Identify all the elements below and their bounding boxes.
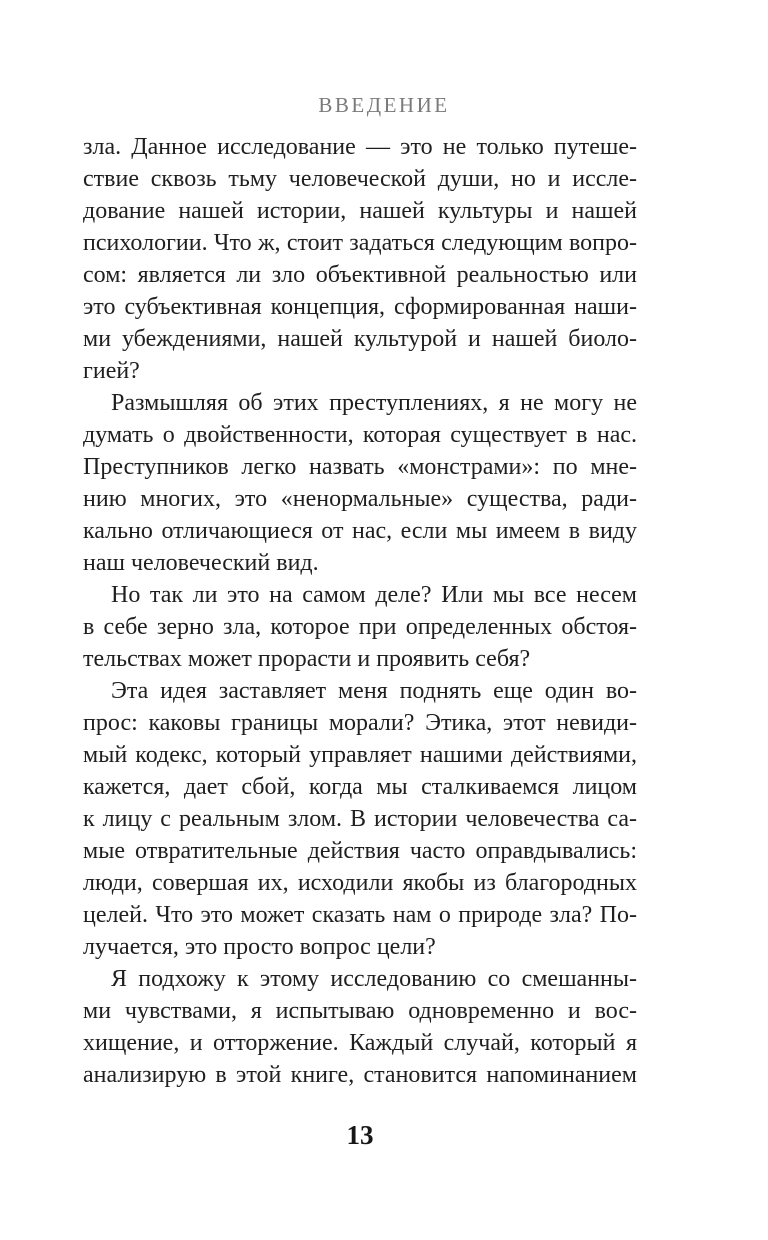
text-line: ми чувствами, я испытываю одновременно и вос-: [83, 998, 637, 1024]
text-line: хищение, и отторжение. Каждый случай, который я: [83, 1030, 637, 1056]
text-line: ствие сквозь тьму человеческой души, но и иссле-: [83, 166, 637, 192]
paragraph: [83, 387, 637, 579]
text-line: люди, совершая их, исходили якобы из благородных: [83, 870, 637, 896]
page-number: 13: [346, 1120, 374, 1150]
text-line: мые отвратительные действия часто оправдывались:: [83, 838, 637, 864]
text-line: Но так ли это на самом деле? Или мы все несем: [111, 582, 637, 608]
text-line: ми убеждениями, нашей культурой и нашей биоло-: [83, 326, 637, 352]
text-line: Преступников легко назвать «монстрами»: по мне-: [83, 454, 637, 480]
paragraph: [83, 579, 637, 675]
running-header: ВВЕДЕНИЕ: [318, 93, 450, 117]
text-line: кажется, дает сбой, когда мы сталкиваемся лицом: [83, 774, 637, 800]
text-line: Размышляя об этих преступлениях, я не могу не: [111, 390, 637, 416]
text-line: к лицу с реальным злом. В истории человечества са-: [83, 806, 637, 832]
text-line: целей. Что это может сказать нам о природе зла? По-: [83, 902, 637, 928]
text-line: нию многих, это «ненормальные» существа, ради-: [83, 486, 637, 512]
text-line: кально отличающиеся от нас, если мы имеем в виду: [83, 518, 637, 544]
text-line: дование нашей истории, нашей культуры и нашей: [83, 198, 637, 224]
text-line: зла. Данное исследование — это не только путеше-: [83, 134, 637, 160]
text-line: лучается, это просто вопрос цели?: [83, 934, 436, 960]
text-line: это субъективная концепция, сформированная наши-: [83, 294, 637, 320]
text-line: сом: является ли зло объективной реальностью или: [83, 262, 637, 288]
text-line: психологии. Что ж, стоит задаться следующим вопро-: [83, 230, 637, 256]
text-line: в себе зерно зла, которое при определенных обстоя-: [83, 614, 637, 640]
text-body: [83, 131, 637, 1091]
text-line: наш человеческий вид.: [83, 550, 319, 576]
paragraph: [83, 963, 637, 1091]
paragraph: [83, 675, 637, 963]
text-line: думать о двойственности, которая существует в нас.: [83, 422, 637, 448]
text-line: анализирую в этой книге, становится напоминанием: [83, 1062, 637, 1088]
text-line: тельствах может прорасти и проявить себя?: [83, 646, 531, 672]
paragraph: [83, 131, 637, 387]
text-line: прос: каковы границы морали? Этика, этот невиди-: [83, 710, 637, 736]
text-line: мый кодекс, который управляет нашими действиями,: [83, 742, 637, 768]
text-line: Я подхожу к этому исследованию со смешанны-: [111, 966, 637, 992]
text-line: Эта идея заставляет меня поднять еще один во-: [111, 678, 637, 704]
text-line: гией?: [83, 358, 140, 384]
